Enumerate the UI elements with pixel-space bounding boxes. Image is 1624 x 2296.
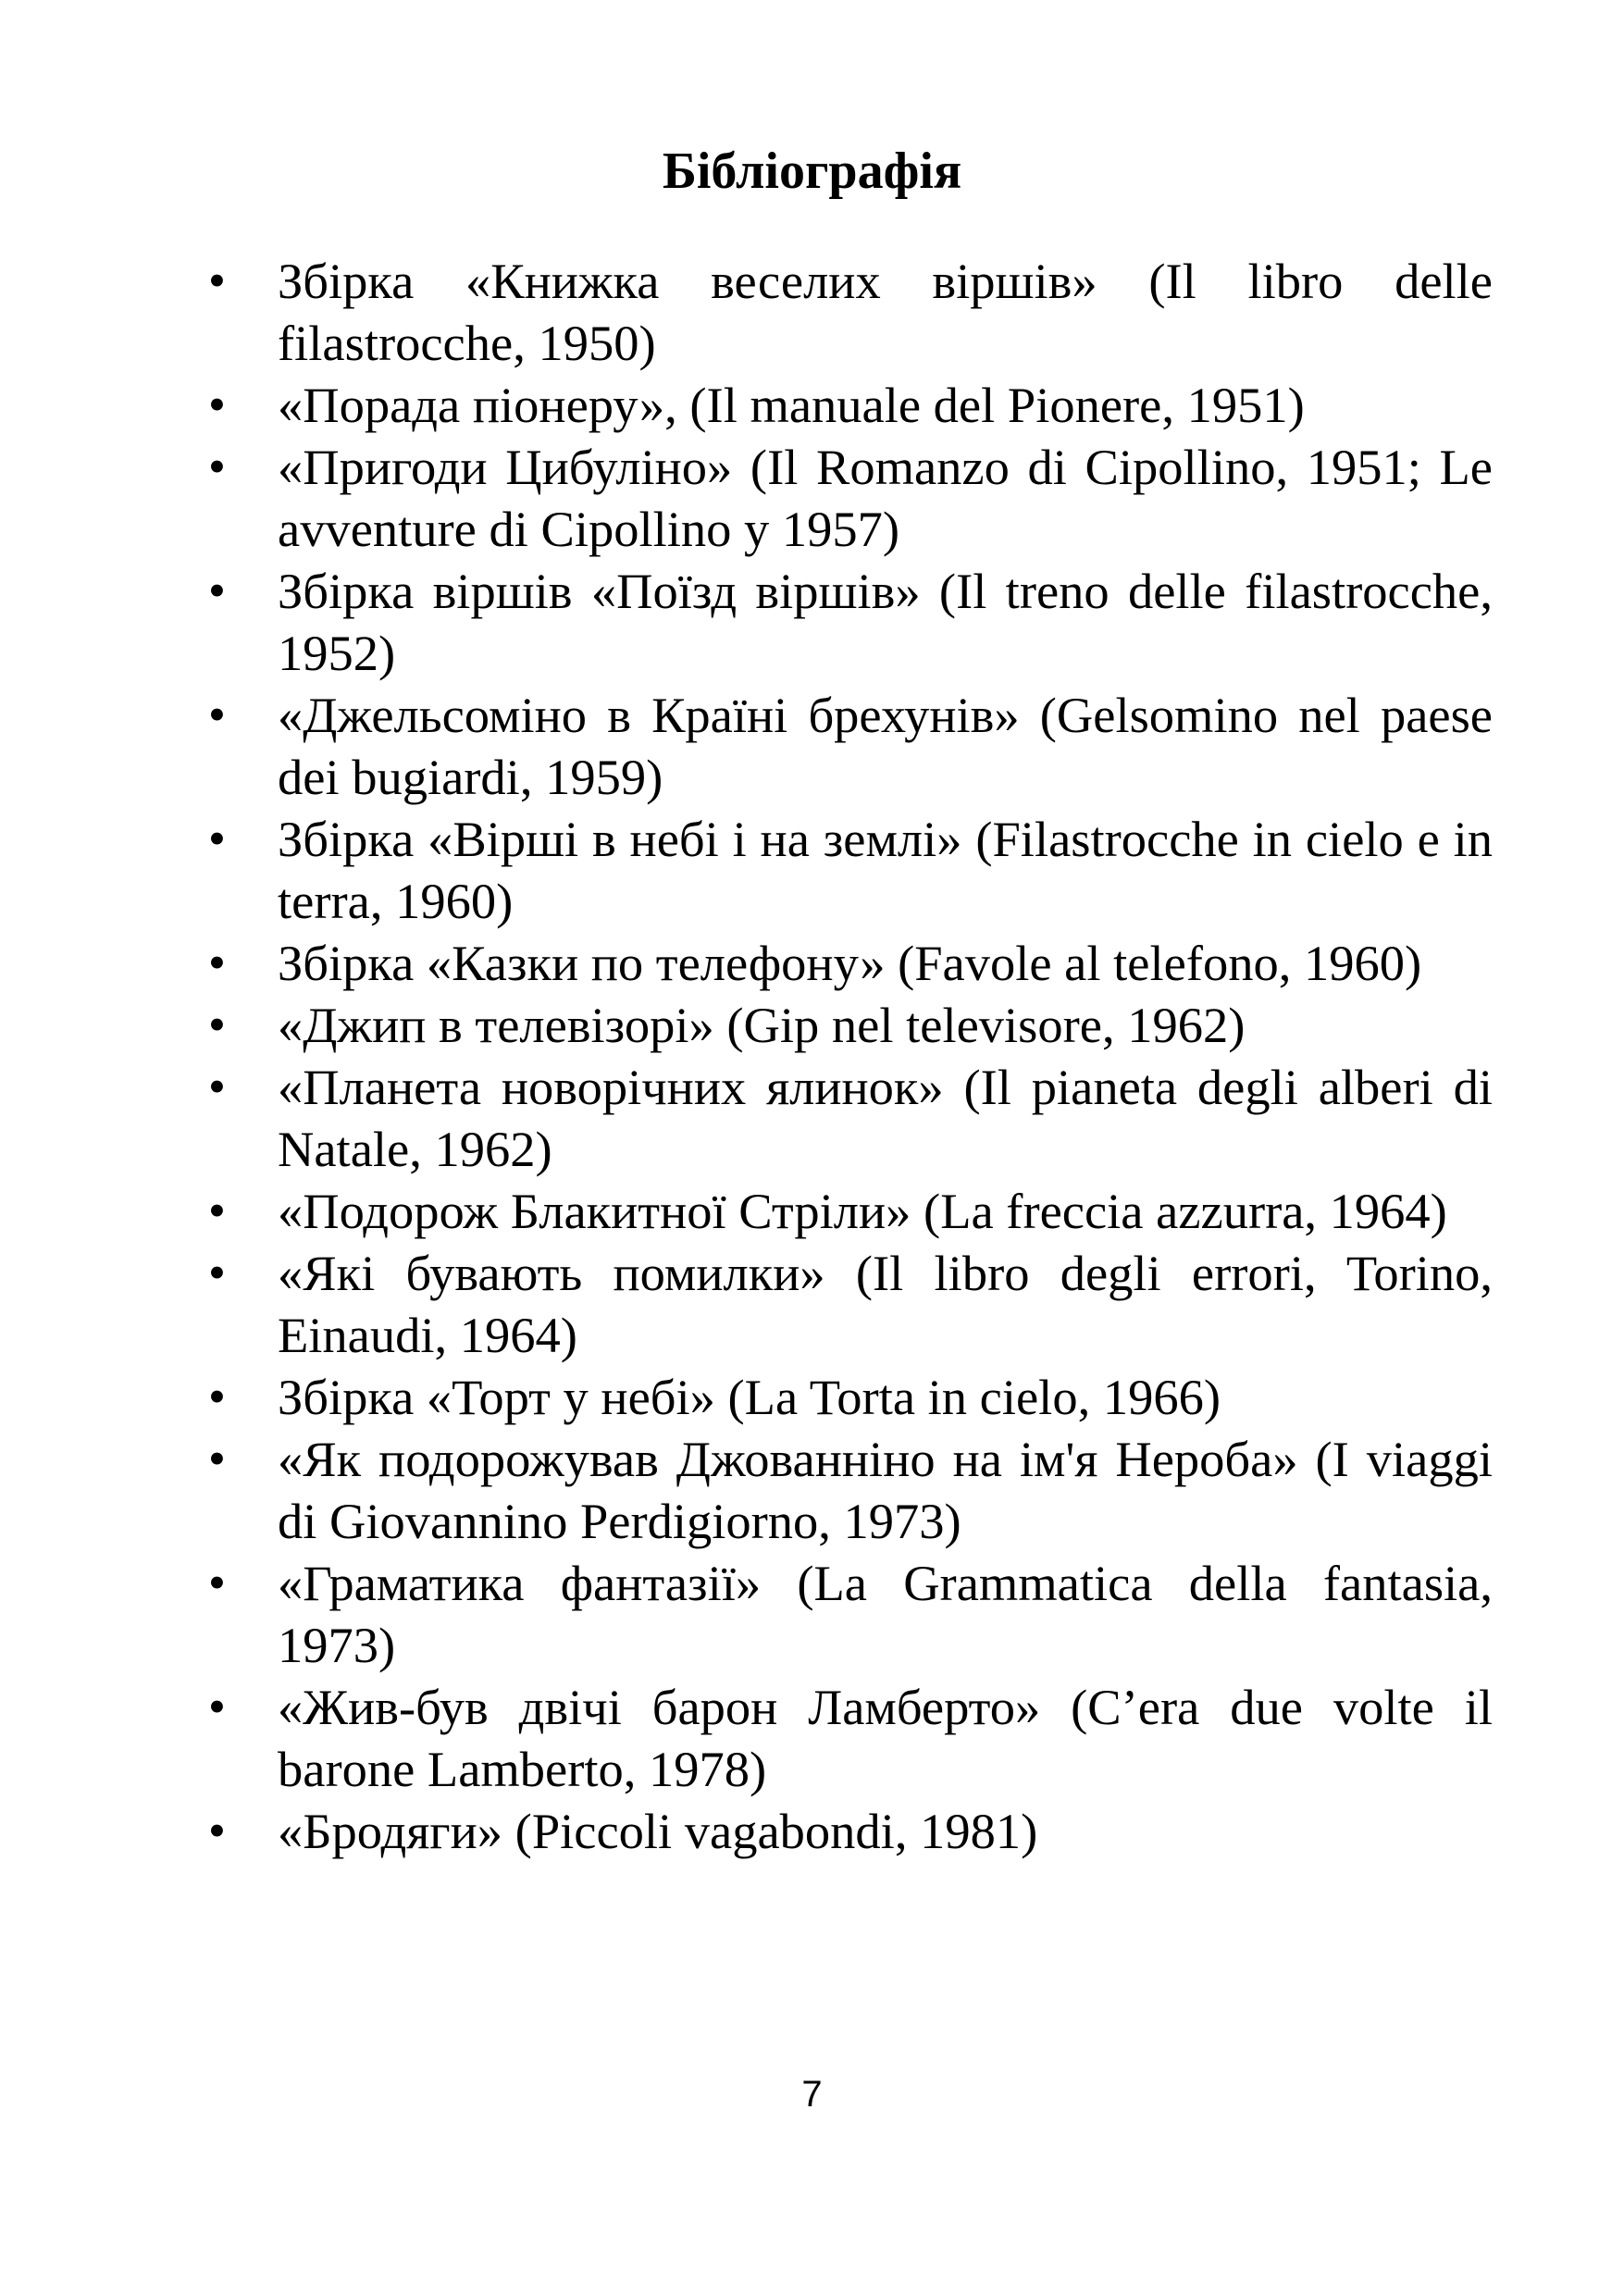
bullet-icon: • — [208, 811, 226, 866]
bibliography-list — [208, 250, 1493, 1862]
bibliography-item-text: «Подорож Блакитної Стріли» (La freccia azzurra, 1964) — [278, 1183, 1447, 1239]
bibliography-item-text: Збірка «Книжка веселих віршів» (Il libro delle filastrocche, 1950) — [278, 253, 1493, 371]
bibliography-item-text: «Жив-був двічі барон Ламберто» (C’era due volte il barone Lamberto, 1978) — [278, 1679, 1493, 1797]
bibliography-item-text: «Джип в телевізорі» (Gip nel televisore, 1962) — [278, 997, 1246, 1053]
bullet-icon: • — [208, 377, 226, 432]
bibliography-item-text: «Пригоди Цибуліно» (Il Romanzo di Cipollino, 1951; Le avventure di Cipollino у 1957) — [278, 439, 1493, 557]
bibliography-item — [208, 374, 1493, 436]
bibliography-item-text: «Бродяги» (Piccoli vagabondi, 1981) — [278, 1803, 1038, 1859]
bibliography-item — [208, 994, 1493, 1056]
bibliography-item — [208, 932, 1493, 994]
bibliography-item-text: Збірка «Торт у небі» (La Torta in cielo, 1966) — [278, 1369, 1221, 1425]
bullet-icon: • — [208, 935, 226, 990]
bibliography-item-text: «Як подорожував Джованніно на ім'я Нероба» (I viaggi di Giovannino Perdigiorno, 1973) — [278, 1431, 1493, 1549]
bullet-icon: • — [208, 1059, 226, 1114]
bibliography-item-text: «Джельсоміно в Країні брехунів» (Gelsomino nel paese dei bugiardi, 1959) — [278, 687, 1493, 805]
bibliography-item-text: «Порада піонеру», (Il manuale del Pionere, 1951) — [278, 377, 1305, 433]
bullet-icon: • — [208, 1431, 226, 1486]
bibliography-item-text: «Граматика фантазії» (La Grammatica della fantasia, 1973) — [278, 1555, 1493, 1673]
bibliography-item-text: Збірка віршів «Поїзд віршів» (Il treno delle filastrocche, 1952) — [278, 563, 1493, 681]
bullet-icon: • — [208, 1245, 226, 1300]
page-number: 7 — [801, 2074, 823, 2115]
bibliography-item — [208, 808, 1493, 932]
bibliography-item — [208, 1366, 1493, 1428]
bullet-icon: • — [208, 1555, 226, 1610]
bullet-icon: • — [208, 1369, 226, 1424]
bullet-icon: • — [208, 253, 226, 308]
bibliography-item — [208, 1552, 1493, 1676]
bibliography-item-text: Збірка «Казки по телефону» (Favole al telefono, 1960) — [278, 935, 1422, 991]
bibliography-item — [208, 1676, 1493, 1800]
bibliography-item — [208, 436, 1493, 560]
bullet-icon: • — [208, 687, 226, 742]
bibliography-item — [208, 560, 1493, 684]
bibliography-item — [208, 1242, 1493, 1366]
page-title: Бібліографія — [662, 143, 962, 200]
bibliography-item — [208, 1056, 1493, 1180]
bullet-icon: • — [208, 1679, 226, 1734]
bullet-icon: • — [208, 1183, 226, 1238]
bibliography-item — [208, 1800, 1493, 1862]
bullet-icon: • — [208, 997, 226, 1052]
bibliography-item-text: «Планета новорічних ялинок» (Il pianeta degli alberi di Natale, 1962) — [278, 1059, 1493, 1177]
bibliography-item — [208, 1180, 1493, 1242]
bibliography-item — [208, 250, 1493, 374]
bibliography-item-text: Збірка «Вірші в небі і на землі» (Filastrocche in cielo e in terra, 1960) — [278, 811, 1493, 929]
bibliography-item-text: «Які бувають помилки» (Il libro degli errori, Torino, Einaudi, 1964) — [278, 1245, 1493, 1363]
bibliography-item — [208, 1428, 1493, 1552]
bullet-icon: • — [208, 1803, 226, 1858]
bullet-icon: • — [208, 563, 226, 618]
bullet-icon: • — [208, 439, 226, 494]
bibliography-item — [208, 684, 1493, 808]
